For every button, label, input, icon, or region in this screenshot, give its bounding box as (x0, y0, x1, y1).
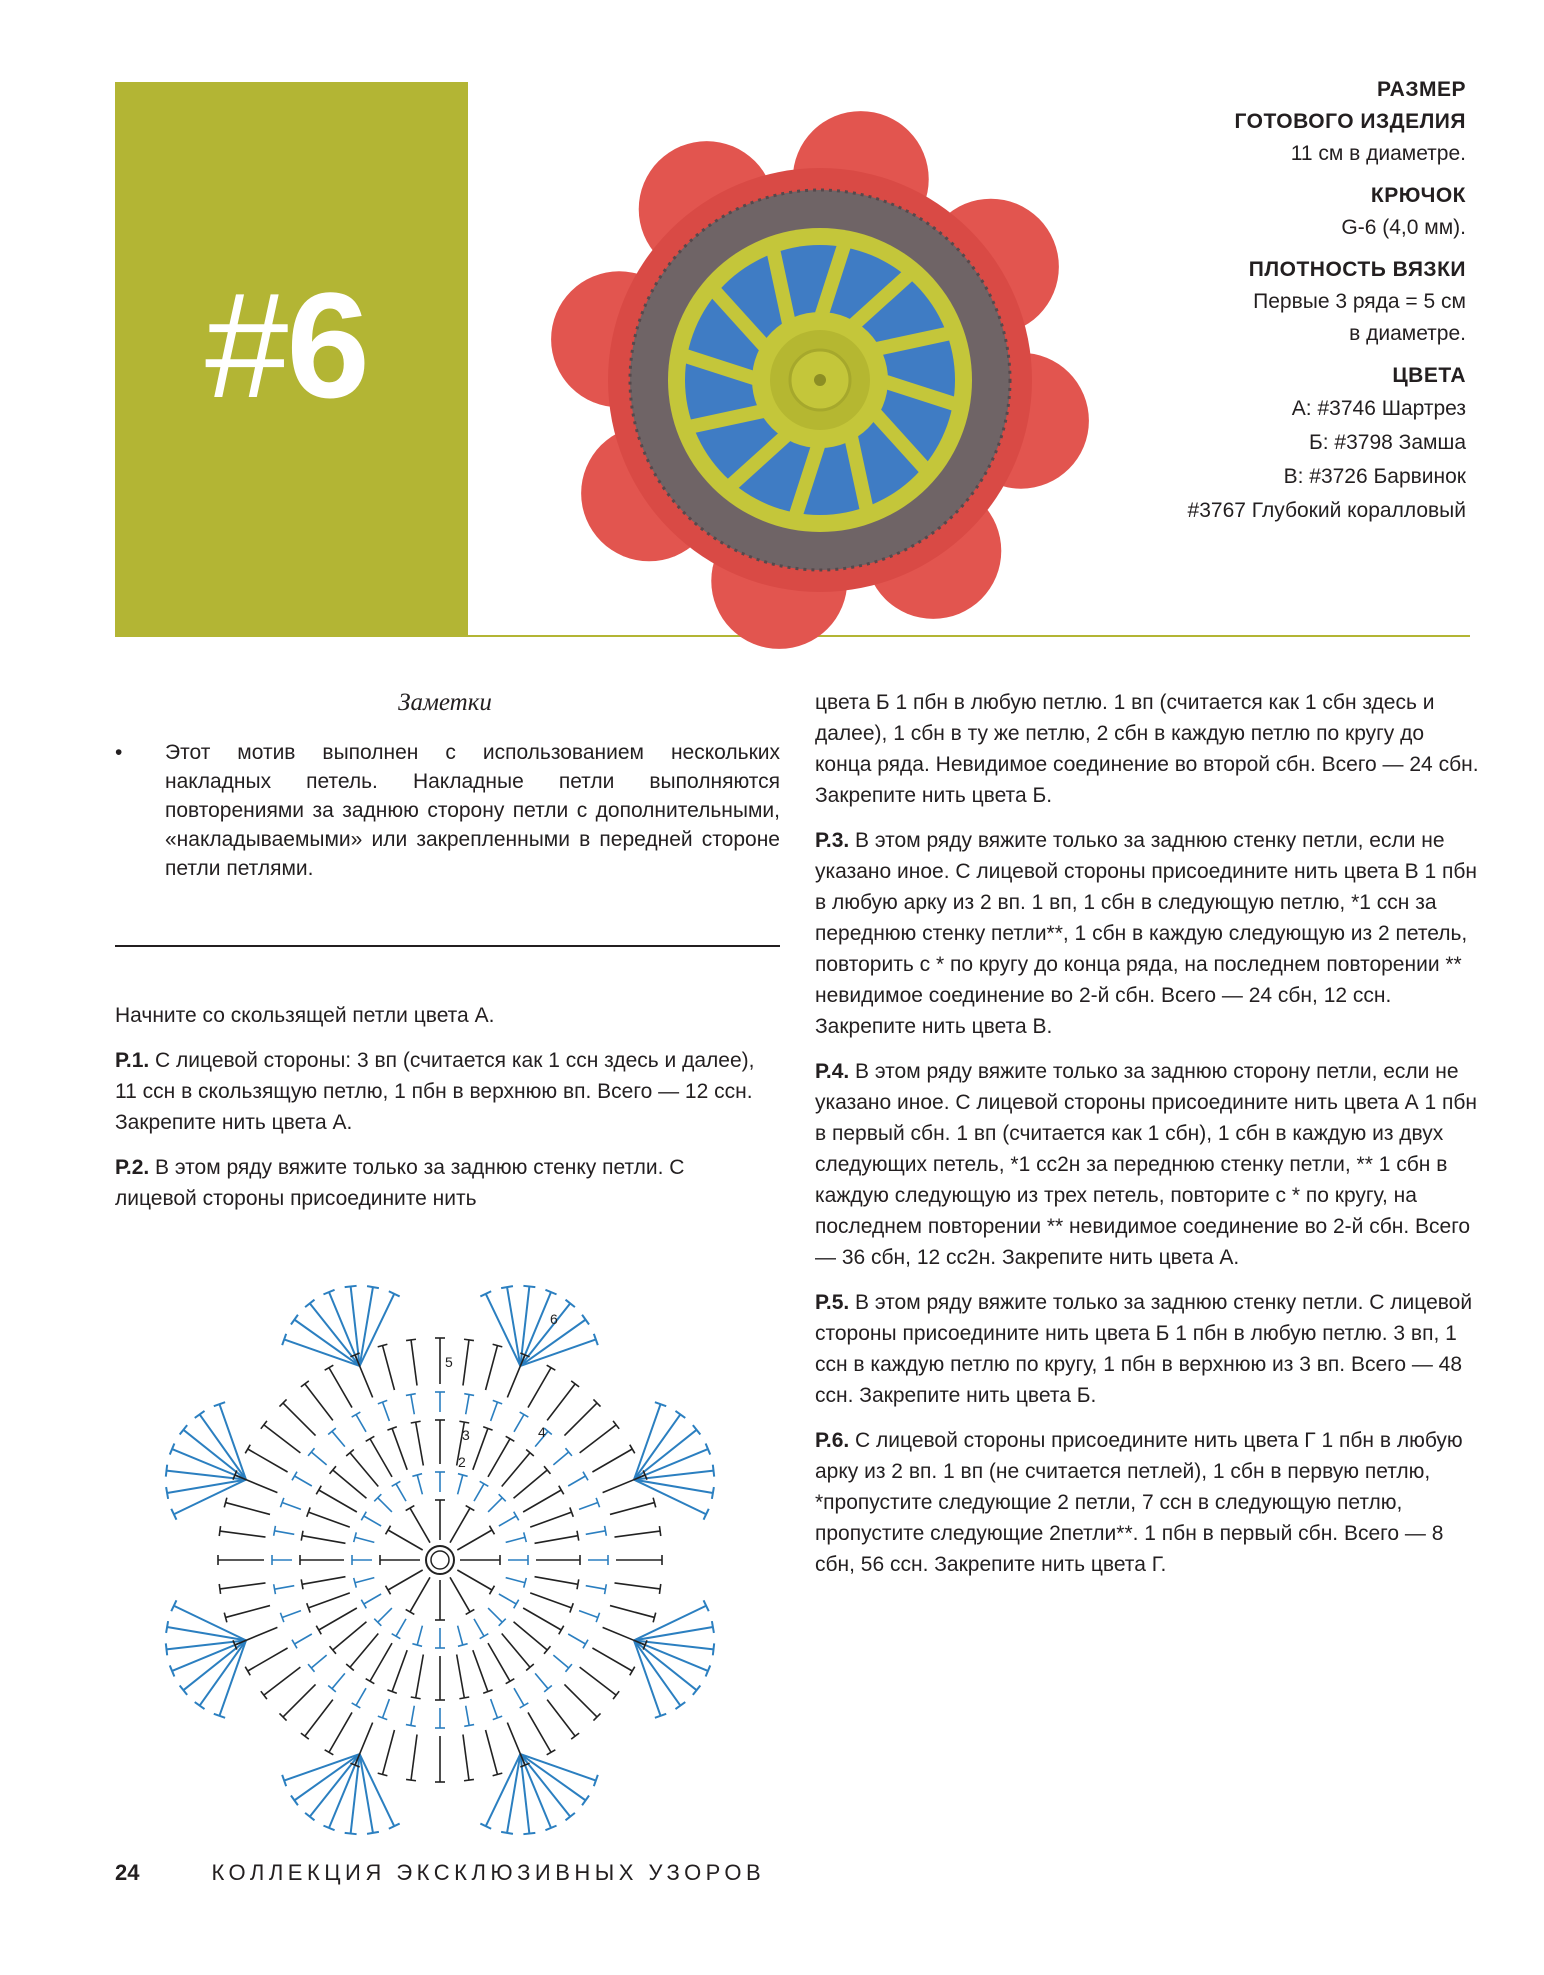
row-label-5: 5 (445, 1354, 453, 1370)
row-label-4: 4 (538, 1424, 546, 1440)
row-3: Р.3. В этом ряду вяжите только за заднюю стенку петли, если не указано иное. С лицевой стороны присоедините нить цвета В 1 пбн в любую арку из 2 вп. 1 вп, 1 сбн в следующую петлю, *1 ссн за переднюю стенку петли**, 1 сбн в каждую следующую из 2 петель, повторить с * по кругу до конца ряда, на последнем повторении ** невидимое соединение во 2-й сбн. Всего — 24 сбн, 12 ссн. Закрепите нить цвета В. (815, 829, 1477, 1038)
row-2: Р.2. В этом ряду вяжите только за заднюю стенку петли. С лицевой стороны присоедините нить (115, 1156, 685, 1210)
notes-text: Этот мотив выполнен с использованием нескольких накладных петель. Накладные петли выполняются повторениями за заднюю сторону петли с дополнительными, «накладываемыми» или закрепленными в передней стороне петли петлями. (165, 741, 780, 880)
gauge-heading: ПЛОТНОСТЬ ВЯЗКИ (1248, 258, 1466, 281)
crochet-chart (140, 1260, 740, 1860)
pattern-specs (1046, 74, 1466, 528)
motif-photo (540, 100, 1100, 660)
hook-heading: КРЮЧОК (1370, 184, 1466, 207)
colors-heading: ЦВЕТА (1392, 364, 1466, 387)
color-a: А: #3746 Шартрез (1291, 397, 1466, 420)
color-b: Б: #3798 Замша (1308, 431, 1466, 454)
size-heading: РАЗМЕР (1377, 78, 1466, 101)
row-4: Р.4. В этом ряду вяжите только за заднюю сторону петли, если не указано иное. С лицевой стороны присоедините нить цвета А 1 пбн в первый сбн. 1 вп (считается как 1 сбн), 1 сбн в каждую из двух следующих петель, *1 сс2н за переднюю стенку петли, ** 1 сбн в каждую следующую из трех петель, повторите с * по кругу, на последнем повторении ** невидимое соединение во 2-й сбн. Всего — 36 сбн, 12 сс2н. Закрепите нить цвета А. (815, 1060, 1477, 1269)
bullet-icon: • (115, 741, 123, 764)
row-label-6: 6 (550, 1311, 558, 1327)
instructions-left-column (115, 1000, 765, 1228)
page-number: 24 (115, 1860, 140, 1885)
row-5: Р.5. В этом ряду вяжите только за заднюю стенку петли. С лицевой стороны присоедините нить цвета Б 1 пбн в любую петлю. 3 вп, 1 ссн в каждую петлю по кругу, 1 пбн в верхнюю из 3 вп. Всего — 48 ссн. Закрепите нить цвета Б. (815, 1291, 1473, 1407)
hook-value: G-6 (4,0 мм). (1341, 216, 1466, 239)
row-6: Р.6. С лицевой стороны присоедините нить цвета Г 1 пбн в любую арку из 2 вп. 1 вп (не считается петлей), 1 сбн в первую петлю, *пропустите следующие 2 петли, 7 ссн в следующую петлю, пропустите следующие 2петли**. 1 пбн в первый сбн. Всего — 8 сбн, 56 ссн. Закрепите нить цвета Г. (815, 1429, 1463, 1576)
notes-divider (115, 945, 780, 947)
notes-title: Заметки (398, 689, 492, 716)
page-footer (115, 1860, 765, 1886)
motif-number: #6 (205, 261, 368, 429)
start-instruction: Начните со скользящей петли цвета А. (115, 1004, 495, 1027)
color-d: #3767 Глубокий коралловый (1187, 499, 1466, 522)
row-1: Р.1. С лицевой стороны: 3 вп (считается как 1 ссн здесь и далее), 11 ссн в скользящую петлю, 1 пбн в верхнюю вп. Всего — 12 ссн. Закрепите нить цвета А. (115, 1049, 755, 1134)
row-label-3: 3 (462, 1427, 470, 1443)
row-2-continued: цвета Б 1 пбн в любую петлю. 1 вп (считается как 1 сбн здесь и далее), 1 сбн в ту же петлю, 2 сбн в каждую петлю по кругу до конца ряда. Невидимое соединение во второй сбн. Всего — 24 сбн. Закрепите нить цвета Б. (815, 691, 1479, 807)
gauge-value-line2: в диаметре. (1349, 322, 1466, 345)
notes-body (115, 738, 780, 883)
size-heading-line2: ГОТОВОГО ИЗДЕЛИЯ (1234, 110, 1466, 133)
gauge-value: Первые 3 ряда = 5 см (1253, 290, 1466, 313)
size-value: 11 см в диаметре. (1290, 142, 1466, 165)
collection-title: КОЛЛЕКЦИЯ ЭКСКЛЮЗИВНЫХ УЗОРОВ (211, 1860, 766, 1885)
instructions-right-column (815, 687, 1480, 1594)
color-c: В: #3726 Барвинок (1283, 465, 1466, 488)
row-label-2: 2 (458, 1454, 466, 1470)
